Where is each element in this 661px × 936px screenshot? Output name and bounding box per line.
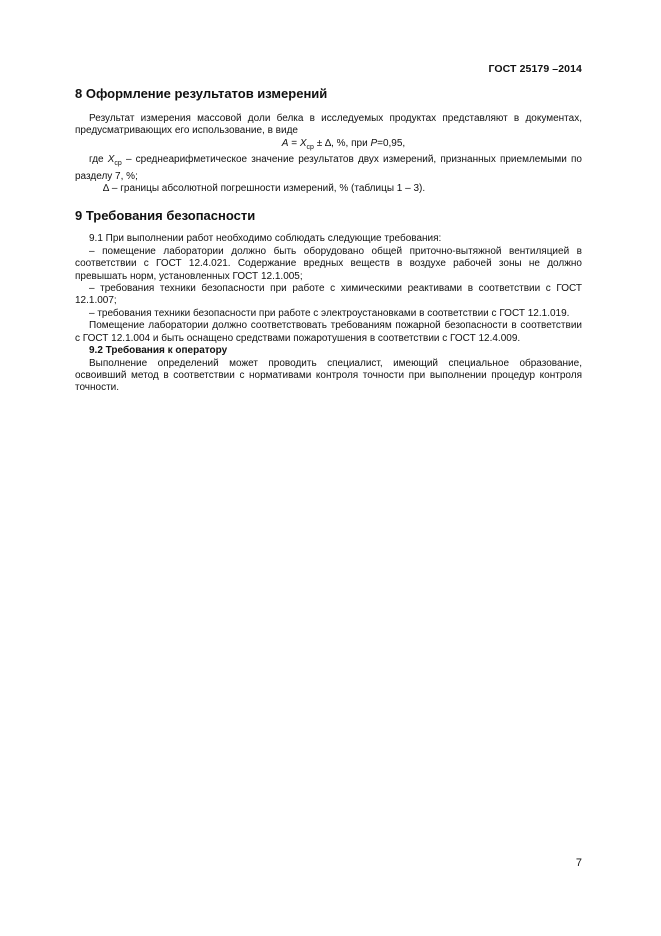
where-x-subscript: ср (114, 160, 122, 168)
formula-x: X (299, 137, 307, 149)
formula-p-value: =0,95, (377, 137, 406, 149)
requirement-electrical: – требования техники безопасности при работе с электроустановками в соответствии с ГОСТ 12.1.019. (89, 307, 570, 319)
page-content (75, 86, 582, 395)
paragraph-9-1: 9.1 При выполнении работ необходимо соблюдать следующие требования: (89, 233, 442, 245)
subsection-9-2-title: 9.2 Требования к оператору (89, 345, 228, 357)
formula-x-subscript: ср (306, 143, 314, 151)
where-x: X (107, 154, 115, 166)
where-text: – среднеарифметическое значение результатов двух измерений, признанных приемлемыми по разделу 7, %; (75, 154, 582, 182)
page-number: 7 (575, 857, 582, 869)
result-formula (75, 138, 582, 154)
formula-a: A (281, 137, 289, 149)
requirement-fire-safety: Помещение лаборатории должно соответствовать требованиям пожарной безопасности в соответствии с ГОСТ 12.1.004 и быть оснащено средствами пожаротушения в соответствии с ГОСТ 12.4.009. (75, 320, 582, 344)
where-lead: где (89, 154, 108, 166)
requirement-chemicals: – требования техники безопасности при работе с химическими реактивами в соответствии с ГОСТ 12.1.007; (75, 283, 582, 307)
formula-where-clause (75, 154, 582, 183)
subsection-9-2-text: Выполнение определений может проводить специалист, имеющий специальное образование, освоивший метод в соответствии с нормативами контроля точности при выполнении процедур контроля точности. (75, 357, 582, 394)
formula-eq: = (288, 137, 300, 149)
formula-p: P (370, 137, 378, 149)
requirement-ventilation: – помещение лаборатории должно быть оборудовано общей приточно-вытяжной вентиляцией в соответствии с ГОСТ 12.4.021. Содержание вредных веществ в воздухе рабочей зоны не должно превышать норм, установленных ГОСТ 12.1.005; (75, 245, 582, 282)
delta-definition: ∆ – границы абсолютной погрешности измерений, % (таблицы 1 – 3). (103, 183, 426, 195)
section-8-paragraph: Результат измерения массовой доли белка в исследуемых продуктах представляют в документах, предусматривающих его использование, в виде (75, 113, 582, 137)
document-id-header: ГОСТ 25179 –2014 (488, 63, 582, 75)
section-9-title: 9 Требования безопасности (75, 208, 256, 224)
formula-rest: ± ∆, %, при (313, 137, 371, 149)
section-8-title: 8 Оформление результатов измерений (75, 86, 328, 101)
